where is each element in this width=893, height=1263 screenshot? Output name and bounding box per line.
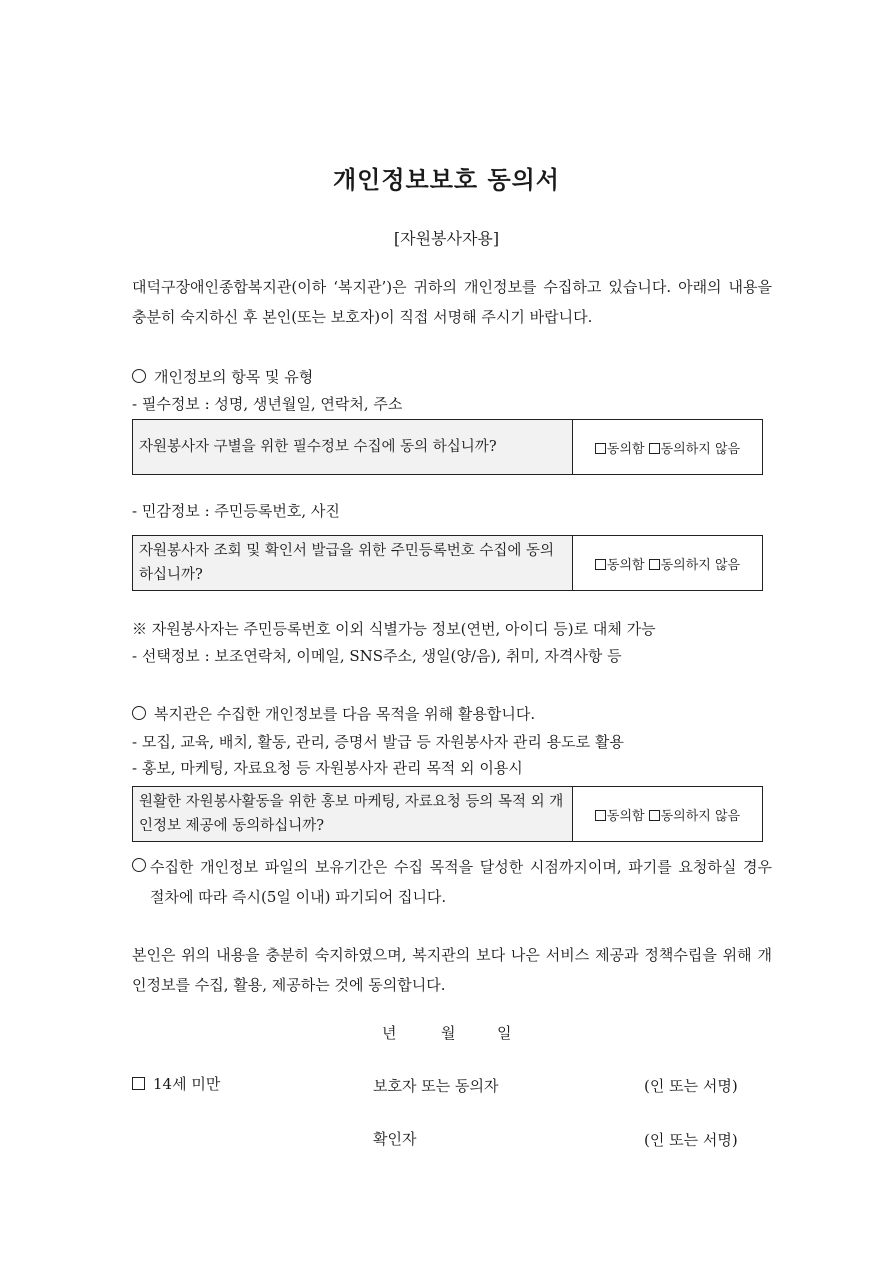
circle-bullet-icon (132, 706, 146, 720)
checkbox-icon[interactable] (595, 810, 606, 821)
guardian-signature-field[interactable]: (인 또는 서명) (644, 1077, 738, 1095)
retention-paragraph: 수집한 개인정보 파일의 보유기간은 수집 목적을 달성한 시점까지이며, 파기를 요청하실 경우 절차에 따라 즉시(5일 이내) 파기되어 집니다. (150, 858, 772, 906)
checkbox-icon[interactable] (649, 559, 660, 570)
guardian-label: 보호자 또는 동의자 (373, 1077, 499, 1095)
marketing-consent-box (132, 786, 763, 842)
agree-label: 동의함 (606, 557, 645, 573)
disagree-label: 동의하지 않음 (660, 808, 741, 824)
section2-heading-text: 복지관은 수집한 개인정보를 다음 목적을 위해 활용합니다. (154, 705, 536, 723)
agree-label: 동의함 (606, 808, 645, 824)
checkbox-icon[interactable] (649, 810, 660, 821)
sensitive-consent-box (132, 535, 763, 591)
document-title: 개인정보보호 동의서 (332, 165, 560, 194)
marketing-consent-options (573, 787, 762, 841)
checkbox-icon[interactable] (132, 1077, 145, 1090)
agree-label: 동의함 (606, 441, 645, 457)
required-consent-box (132, 419, 763, 475)
id-substitute-note: ※ 자원봉사자는 주민등록번호 이외 식별가능 정보(연번, 아이디 등)로 대체 가능 (132, 620, 656, 638)
section1-heading (132, 366, 313, 387)
disagree-label: 동의하지 않음 (660, 557, 741, 573)
date-month-label: 월 (441, 1024, 456, 1042)
circle-bullet-icon (132, 369, 146, 383)
required-consent-options (573, 420, 762, 474)
checkbox-icon[interactable] (595, 443, 606, 454)
sensitive-info: - 민감정보 : 주민등록번호, 사진 (132, 502, 340, 520)
purpose-1: - 모집, 교육, 배치, 활동, 관리, 증명서 발급 등 자원봉사자 관리 용도로 활용 (132, 733, 624, 751)
sensitive-disagree-option[interactable] (649, 554, 740, 573)
marketing-consent-question: 원활한 자원봉사활동을 위한 홍보 마케팅, 자료요청 등의 목적 외 개인정보 제공에 동의하십니까? (133, 787, 573, 841)
optional-info: - 선택정보 : 보조연락처, 이메일, SNS주소, 생일(양/음), 취미, 자격사항 등 (132, 647, 622, 665)
section1-heading-text: 개인정보의 항목 및 유형 (154, 368, 314, 386)
section2-heading (132, 703, 535, 724)
required-disagree-option[interactable] (649, 438, 740, 457)
consent-statement: 본인은 위의 내용을 충분히 숙지하였으며, 복지관의 보다 나은 서비스 제공과 정책수립을 위해 개인정보를 수집, 활용, 제공하는 것에 동의합니다. (132, 946, 772, 994)
intro-paragraph: 대덕구장애인종합복지관(이하 ‘복지관’)은 귀하의 개인정보를 수집하고 있습니다. 아래의 내용을 충분히 숙지하신 후 본인(또는 보호자)이 직접 서명해 주시기 바랍니다. (132, 278, 772, 326)
confirmer-signature-field[interactable]: (인 또는 서명) (644, 1131, 738, 1149)
checkbox-icon[interactable] (595, 559, 606, 570)
checkbox-icon[interactable] (649, 443, 660, 454)
under-14-label: 14세 미만 (153, 1075, 221, 1093)
confirmer-label: 확인자 (373, 1130, 417, 1148)
under-14-option[interactable] (132, 1073, 220, 1094)
section3-bullet (132, 856, 152, 875)
marketing-agree-option[interactable] (595, 805, 645, 824)
purpose-2: - 홍보, 마케팅, 자료요청 등 자원봉사자 관리 목적 외 이용시 (132, 759, 523, 777)
sensitive-consent-question: 자원봉사자 조회 및 확인서 발급을 위한 주민등록번호 수집에 동의하십니까? (133, 536, 573, 590)
circle-bullet-icon (132, 858, 146, 872)
required-agree-option[interactable] (595, 438, 645, 457)
marketing-disagree-option[interactable] (649, 805, 740, 824)
date-day-label: 일 (497, 1024, 512, 1042)
disagree-label: 동의하지 않음 (660, 441, 741, 457)
sensitive-consent-options (573, 536, 762, 590)
sensitive-agree-option[interactable] (595, 554, 645, 573)
required-info: - 필수정보 : 성명, 생년월일, 연락처, 주소 (132, 395, 403, 413)
document-subtitle: [자원봉사자용] (393, 229, 500, 248)
date-year-label: 년 (382, 1024, 397, 1042)
required-consent-question: 자원봉사자 구별을 위한 필수정보 수집에 동의 하십니까? (133, 420, 573, 474)
